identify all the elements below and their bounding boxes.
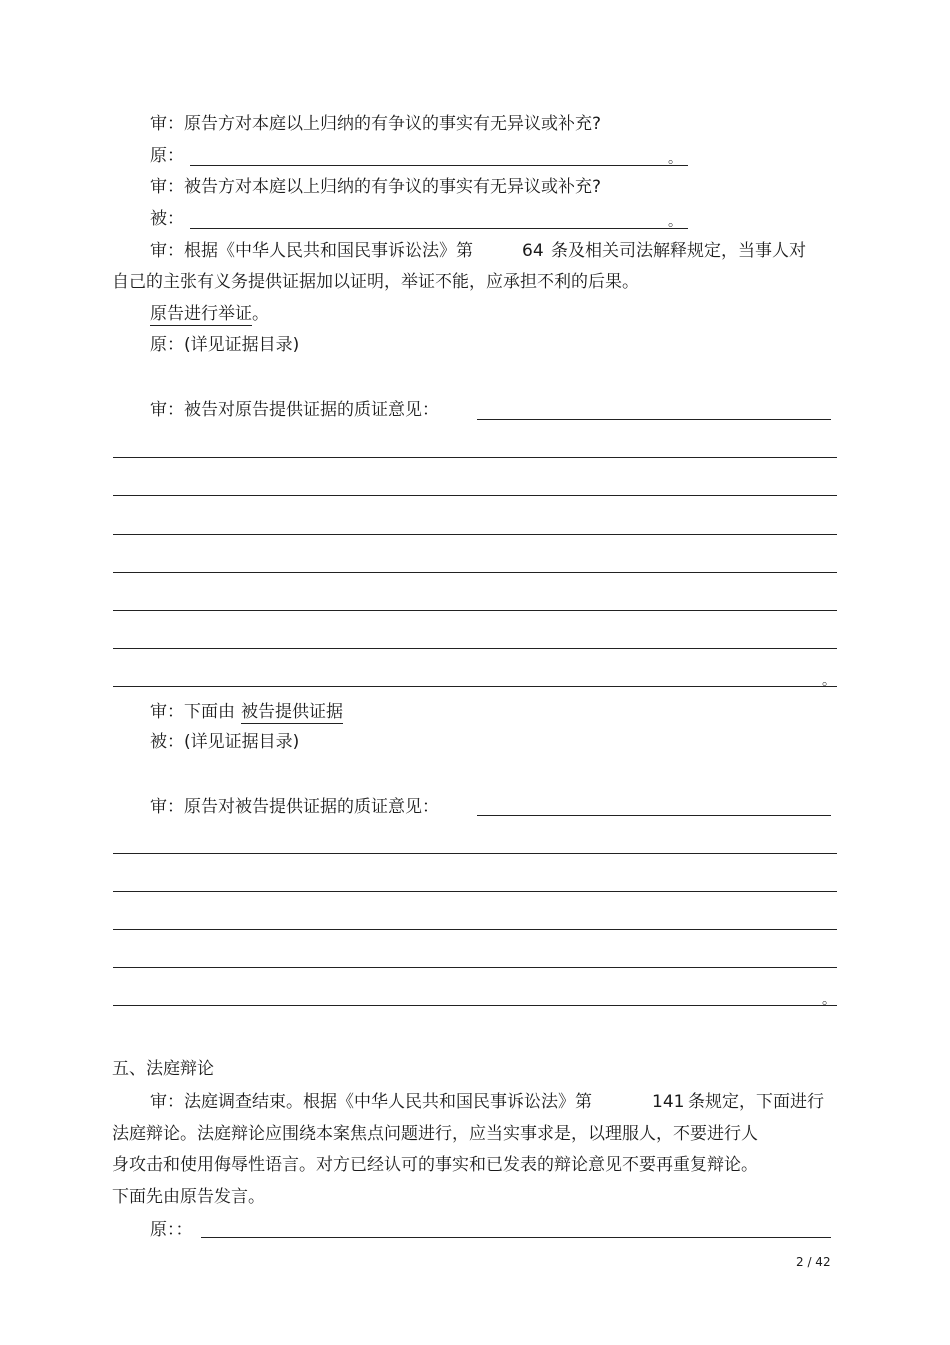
blank-plaintiff-debate <box>201 1237 831 1238</box>
period-mark: 。 <box>252 304 269 324</box>
label-plaintiff-reply: 原： <box>150 146 184 166</box>
blank-defendant-reply <box>190 228 688 229</box>
line-burden-of-proof-cont: 自己的主张有义务提供证据加以证明，举证不能，应承担不利的后果。 <box>112 272 639 292</box>
blank-line <box>113 891 837 892</box>
blank-line <box>113 967 837 968</box>
blank-defendant-cross-exam <box>477 419 831 420</box>
section-heading-court-debate: 五、法庭辩论 <box>112 1059 214 1079</box>
blank-line <box>113 853 837 854</box>
blank-line <box>113 648 837 649</box>
period-mark: 。 <box>668 151 682 167</box>
line-plaintiff-evidence <box>150 303 269 325</box>
blank-line <box>113 686 837 687</box>
label-defendant-reply: 被： <box>150 209 184 229</box>
line-defendant-evidence <box>150 701 343 723</box>
blank-line <box>113 457 837 458</box>
underlined-defendant-evidence: 被告提供证据 <box>241 702 343 722</box>
blank-line <box>113 1005 837 1006</box>
defendant-evidence-prefix: 审：下面由 <box>150 702 235 722</box>
period-mark: 。 <box>822 673 836 689</box>
line-burden-of-proof-b: 条及相关司法解释规定，当事人对 <box>551 241 806 261</box>
blank-line <box>113 929 837 930</box>
line-debate-intro-a: 审：法庭调查结束。根据《中华人民共和国民事诉讼法》第 <box>150 1092 592 1112</box>
line-defendant-cross-exam: 审：被告对原告提供证据的质证意见： <box>150 400 439 420</box>
line-debate-intro-b: 条规定，下面进行 <box>688 1092 824 1112</box>
line-judge-defendant-dispute: 审：被告方对本庭以上归纳的有争议的事实有无异议或补充? <box>150 177 602 197</box>
blank-line <box>113 572 837 573</box>
line-plaintiff-cross-exam: 审：原告对被告提供证据的质证意见： <box>150 797 439 817</box>
line-plaintiff-evidence-list: 原：(详见证据目录) <box>150 335 300 355</box>
line-burden-of-proof-a: 审：根据《中华人民共和国民事诉讼法》第 <box>150 241 473 261</box>
period-mark: 。 <box>822 992 836 1008</box>
line-defendant-evidence-list: 被：(详见证据目录) <box>150 732 300 752</box>
blank-line <box>113 610 837 611</box>
line-judge-plaintiff-dispute: 审：原告方对本庭以上归纳的有争议的事实有无异议或补充? <box>150 114 602 134</box>
line-debate-rules-1: 法庭辩论。法庭辩论应围绕本案焦点问题进行，应当实事求是，以理服人，不要进行人 <box>112 1124 758 1144</box>
underlined-plaintiff-evidence: 原告进行举证 <box>150 304 252 324</box>
line-debate-rules-2: 身攻击和使用侮辱性语言。对方已经认可的事实和已发表的辩论意见不要再重复辩论。 <box>112 1155 758 1175</box>
blank-line <box>113 495 837 496</box>
label-plaintiff-debate: 原：： <box>150 1220 193 1240</box>
article-number-141: 141 <box>652 1092 685 1112</box>
blank-line <box>113 534 837 535</box>
blank-plaintiff-cross-exam <box>477 815 831 816</box>
page-number: 2 / 42 <box>796 1255 831 1269</box>
blank-plaintiff-reply <box>190 165 688 166</box>
period-mark: 。 <box>668 214 682 230</box>
article-number-64: 64 <box>522 241 544 261</box>
line-plaintiff-speaks-first: 下面先由原告发言。 <box>112 1187 265 1207</box>
